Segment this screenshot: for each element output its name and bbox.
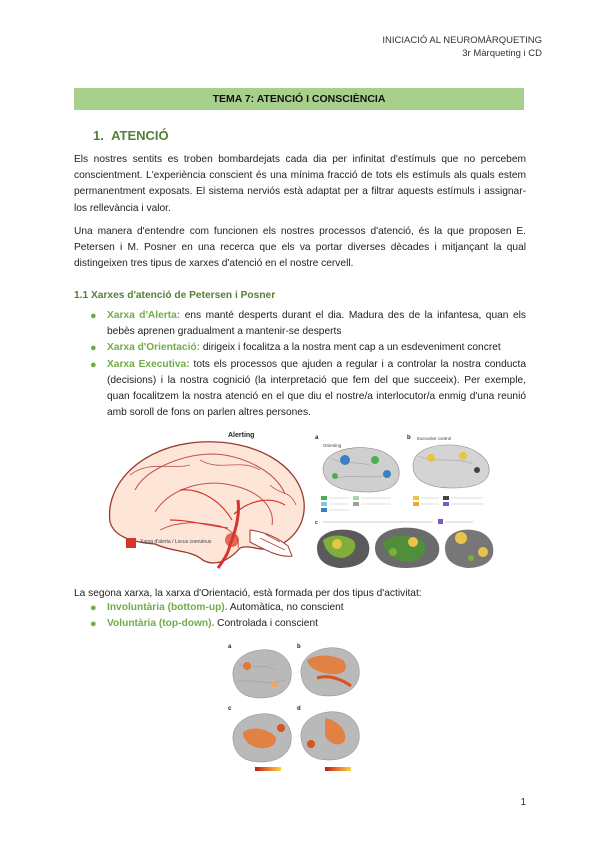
page-number: 1 [520, 797, 526, 808]
legend-swatch [126, 538, 136, 548]
document-header [382, 34, 542, 60]
alerting-network-figure [100, 430, 308, 573]
network-description: ens manté desperts durant el dia. Madura des de la infantesa, quan els bebès aprenen gradualment a mantenir-se desperts [107, 310, 526, 338]
orientation-types-list [90, 600, 526, 632]
network-term: Xarxa Executiva: [107, 358, 190, 370]
network-term: Xarxa d'Orientació: [107, 342, 201, 354]
bullet-icon: ● [90, 602, 97, 614]
list-item [90, 340, 526, 356]
topic-title-bar [74, 88, 524, 110]
panel-label-c: c [228, 706, 232, 712]
topic-title: TEMA 7: ATENCIÓ I CONSCIÈNCIA [212, 93, 386, 105]
paragraph-intro: Els nostres sentits es troben bombardejats cada dia per infinitat d'estímuls que no percebem conscientment. L'experiència conscient és una mínima fracció de tots els estímuls als quals estem permanentment exposats. El sistema nerviós està adaptat per a filtrar aquests estímuls i assignar-los rellevància i valor. [74, 154, 526, 214]
legend-label: Xarxa d'alerta / Locus coeruleus [140, 539, 212, 545]
course-group: 3r Màrqueting i CD [462, 48, 542, 59]
panel-label-d: d [297, 706, 301, 712]
subsection-heading: 1.1 Xarxes d'atenció de Petersen i Posner [74, 290, 276, 301]
alerting-brain-illustration [100, 430, 308, 573]
bullet-icon: ● [90, 618, 97, 631]
alerting-figure-title: Alerting [228, 432, 255, 439]
list-item [90, 308, 526, 340]
course-title: INICIACIÓ AL NEUROMÀRQUETING [382, 35, 542, 46]
list-item [90, 616, 526, 632]
orienting-executive-figure [313, 430, 497, 573]
panel-label-a: a [228, 644, 232, 650]
list-item [90, 600, 526, 616]
section-number: 1. [93, 128, 104, 143]
bullet-icon: ● [90, 310, 97, 322]
list-item [90, 357, 526, 422]
section-heading [93, 128, 169, 143]
bullet-icon: ● [90, 358, 97, 371]
network-description: tots els processos que ajuden a regular i a controlar la nostra conducta (decisions) i la nostra cognició (la interpretació que fem del que succeeix). Per exemple, quan focalitzem la nostra atenció en el que diu el nostre/a interlocutor/a enmig d'una reunió amb soroll de fons on parlen altres persones. [107, 358, 526, 419]
orienting-executive-illustration [313, 430, 497, 573]
panel-subtitle-b: Executive control [417, 436, 452, 441]
panel-label-a: a [315, 435, 319, 441]
section-title: ATENCIÓ [111, 128, 169, 143]
paragraph-petersen: Una manera d'entendre com funcionen els nostres processos d'atenció, és la que proposen E. Petersen i M. Posner en una recerca que els va portar diverses dècades i mitjançant la qual distingeixen tres tipus de xarxes d'atenció en el nostre cervell. [74, 226, 526, 270]
panel-label-c: c [315, 520, 318, 526]
orientation-description: Automàtica, no conscient [227, 602, 344, 613]
orientation-term: Involuntària (bottom-up). [107, 602, 228, 613]
paragraph-orientation: La segona xarxa, la xarxa d'Orientació, està formada per dos tipus d'activitat: [74, 588, 422, 599]
network-term: Xarxa d'Alerta: [107, 310, 181, 321]
orientation-description: Controlada i conscient [214, 618, 318, 630]
network-description: dirigeix i focalitza a la nostra ment cap a un esdeveniment concret [200, 342, 501, 354]
bullet-icon: ● [90, 342, 97, 355]
panel-subtitle-a: Orienting [323, 443, 342, 448]
networks-list [90, 308, 526, 421]
orientation-term: Voluntària (top-down). [107, 618, 215, 630]
activation-brains-illustration [225, 640, 365, 773]
orientation-activation-figure [225, 640, 365, 773]
panel-label-b: b [297, 644, 301, 650]
panel-label-b: b [407, 435, 411, 441]
